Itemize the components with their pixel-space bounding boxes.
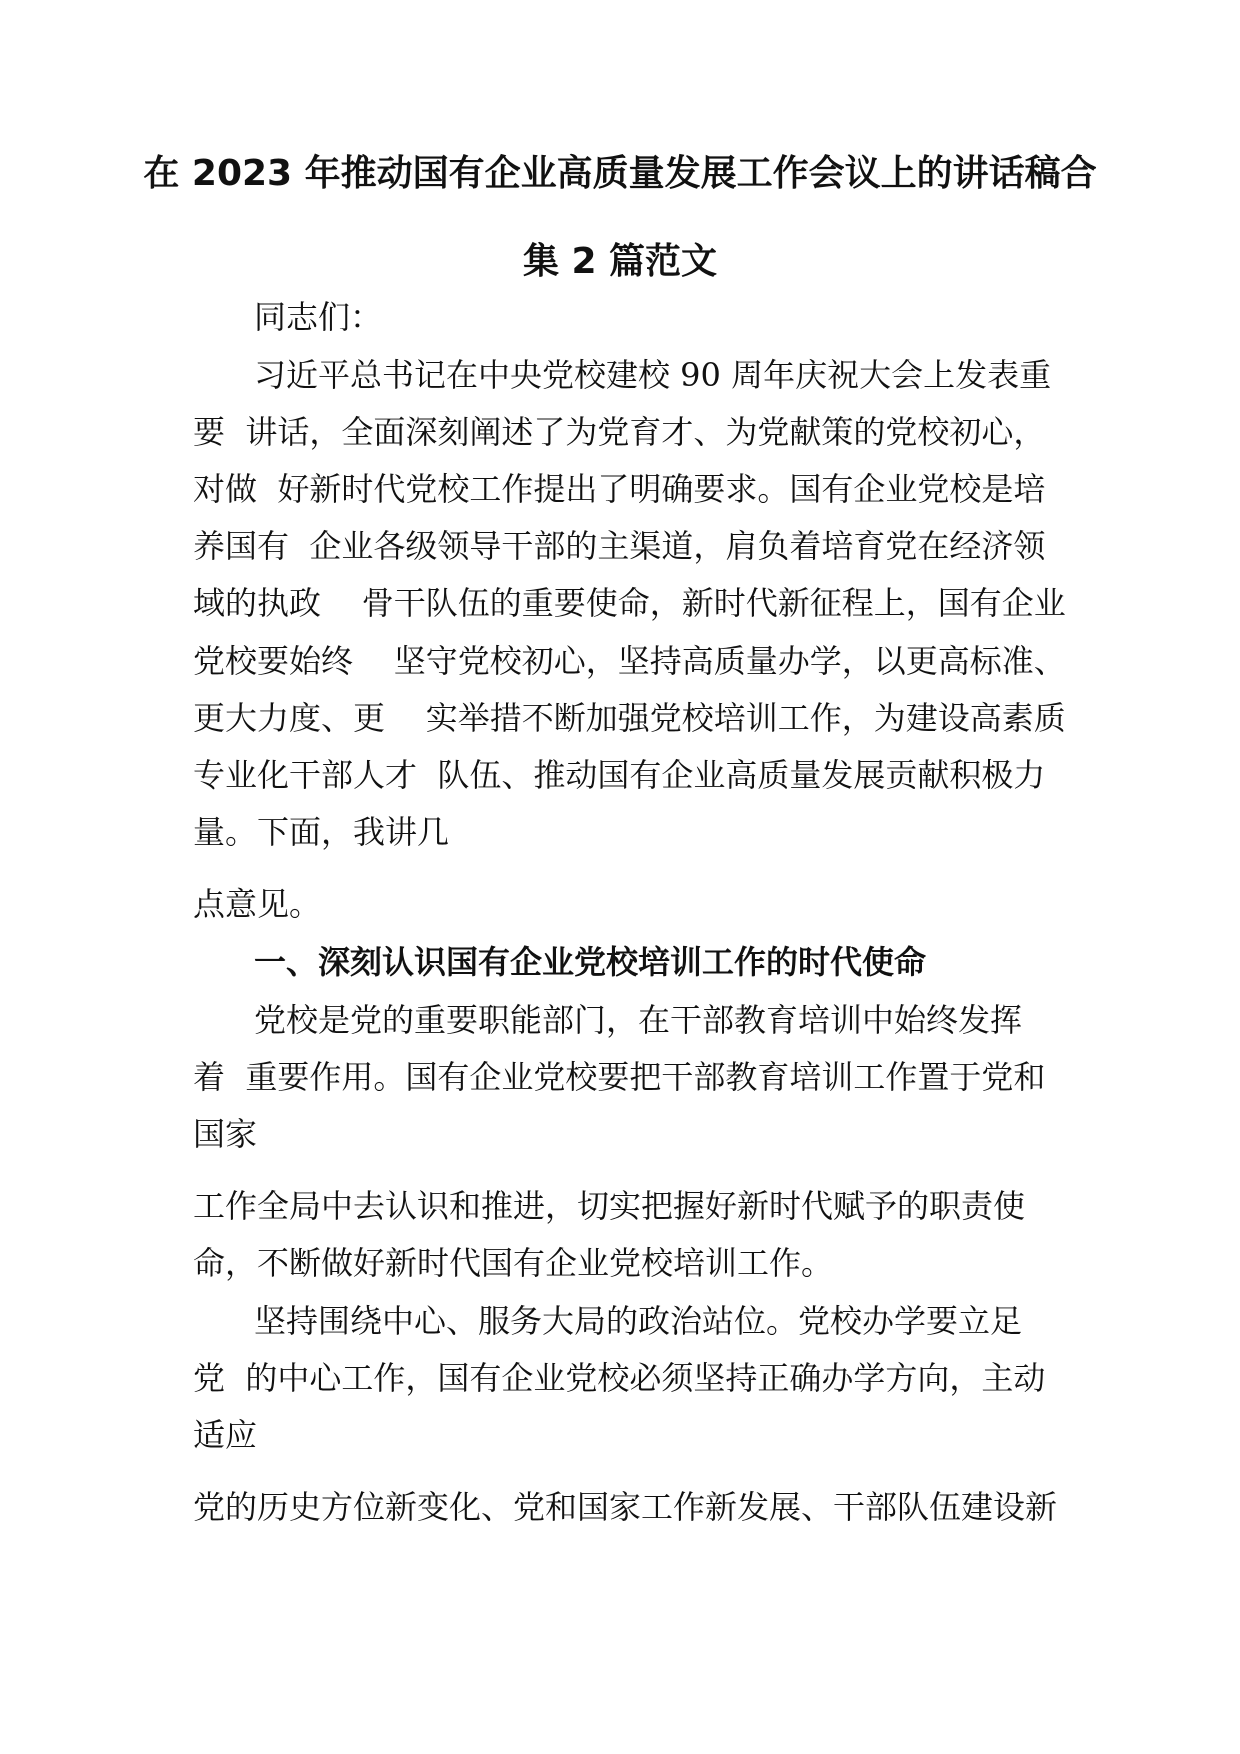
paragraph-line: 党校要始终 坚守党校初心，坚持高质量办学，以更高标准、 <box>193 642 1066 680</box>
paragraph-line: 更大力度、更 实举措不断加强党校培训工作，为建设高素质 <box>193 699 1066 737</box>
paragraph-line: 要 讲话，全面深刻阐述了为党育才、为党献策的党校初心， <box>193 413 1046 451</box>
paragraph-line: 党 的中心工作，国有企业党校必须坚持正确办学方向，主动 <box>193 1359 1046 1397</box>
paragraph-line: 命，不断做好新时代国有企业党校培训工作。 <box>193 1244 834 1282</box>
document-title-line-2: 集 2 篇范文 <box>522 241 718 282</box>
document-title-line-1: 在 2023 年推动国有企业高质量发展工作会议上的讲话稿合 <box>143 153 1097 194</box>
paragraph-line: 养国有 企业各级领导干部的主渠道，肩负着培育党在经济领 <box>193 527 1046 565</box>
paragraph-line: 工作全局中去认识和推进，切实把握好新时代赋予的职责使 <box>193 1187 1026 1225</box>
paragraph-line: 域的执政 骨干队伍的重要使命，新时代新征程上，国有企业 <box>193 584 1066 622</box>
paragraph-line: 点意见。 <box>193 885 322 923</box>
paragraph-line: 着 重要作用。国有企业党校要把干部教育培训工作置于党和 <box>193 1058 1046 1096</box>
paragraph-line: 对做 好新时代党校工作提出了明确要求。国有企业党校是培 <box>193 470 1046 508</box>
paragraph-line: 习近平总书记在中央党校建校 90 周年庆祝大会上发表重 <box>254 356 1052 394</box>
paragraph-line: 适应 <box>193 1416 258 1454</box>
paragraph-line: 坚持围绕中心、服务大局的政治站位。党校办学要立足 <box>254 1302 1023 1340</box>
section-heading: 一、深刻认识国有企业党校培训工作的时代使命 <box>254 943 927 981</box>
paragraph-line: 党校是党的重要职能部门，在干部教育培训中始终发挥 <box>254 1001 1023 1039</box>
paragraph-line: 专业化干部人才 队伍、推动国有企业高质量发展贡献积极力 <box>193 756 1046 794</box>
paragraph-line: 党的历史方位新变化、党和国家工作新发展、干部队伍建设新 <box>193 1488 1058 1526</box>
paragraph-line: 量。下面，我讲几 <box>193 813 450 851</box>
salutation: 同志们： <box>254 298 383 336</box>
paragraph-line: 国家 <box>193 1115 258 1153</box>
